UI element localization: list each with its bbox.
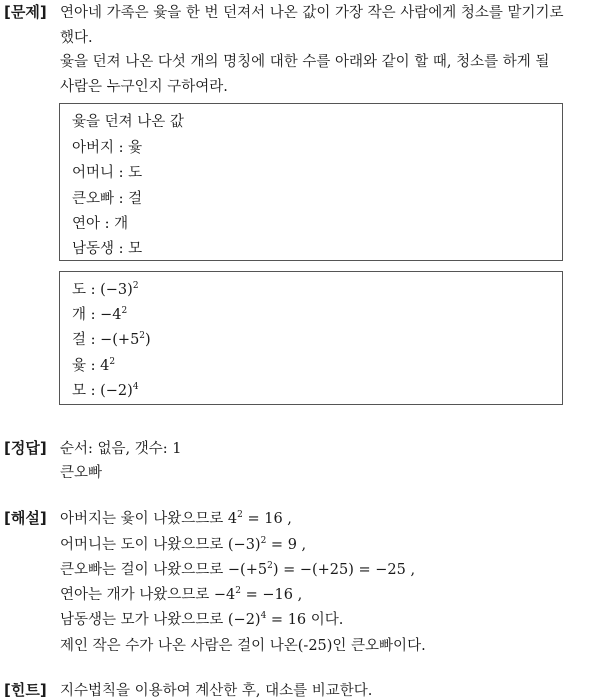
answer-line: 순서: 없음, 갯수: 1 <box>60 441 182 457</box>
problem-line: 윷을 던져 나온 다섯 개의 명칭에 대한 수를 아래와 같이 할 때, 청소를 하게 될 <box>60 54 550 70</box>
outcome-row: 연아 : 개 <box>72 216 129 232</box>
problem-line: 했다. <box>60 30 93 46</box>
value-box <box>59 271 563 405</box>
explanation-line: 제인 작은 수가 나온 사람은 걸이 나온(-25)인 큰오빠이다. <box>60 638 426 654</box>
value-row: 도 : $(-3)^2$ <box>72 281 139 298</box>
outcome-box <box>59 103 563 261</box>
problem-line: 사람은 누구인지 구하여라. <box>60 79 228 95</box>
value-row: 걸 : $-(+5^2)$ <box>72 331 151 348</box>
outcome-row: 큰오빠 : 걸 <box>72 191 143 207</box>
hint-tag: [힌트] <box>4 681 47 699</box>
problem-tag: [문제] <box>4 3 47 21</box>
answer-line: 큰오빠 <box>60 465 103 481</box>
outcome-row: 아버지 : 윷 <box>72 140 143 156</box>
value-row: 윷 : $4^2$ <box>72 357 116 374</box>
value-row: 모 : $(-2)^4$ <box>72 382 139 399</box>
explanation-tag: [해설] <box>4 509 47 527</box>
problem-line: 연아네 가족은 윷을 한 번 던져서 나온 값이 가장 작은 사람에게 청소를 맡기기로 <box>60 5 564 21</box>
hint-text: 지수법칙을 이용하여 계산한 후, 대소를 비교한다. <box>60 683 373 699</box>
box-title: 윷을 던져 나온 값 <box>72 114 184 130</box>
explanation-line: 연아는 개가 나왔으므로 $-4^2 = -16$ , <box>60 586 303 603</box>
explanation-line: 큰오빠는 걸이 나왔으므로 $-(+5^2) = -(+25) = -25$ , <box>60 561 416 578</box>
value-row: 개 : $-4^2$ <box>72 306 128 323</box>
explanation-line: 남동생는 모가 나왔으므로 $(-2)^4 = 16$ 이다. <box>60 611 344 628</box>
answer-tag: [정답] <box>4 439 47 457</box>
explanation-line: 어머니는 도이 나왔으므로 $(-3)^2 = 9$ , <box>60 536 307 553</box>
outcome-row: 어머니 : 도 <box>72 165 143 181</box>
explanation-line: 아버지는 윷이 나왔으므로 $4^2 = 16$ , <box>60 510 292 527</box>
outcome-row: 남동생 : 모 <box>72 241 143 257</box>
